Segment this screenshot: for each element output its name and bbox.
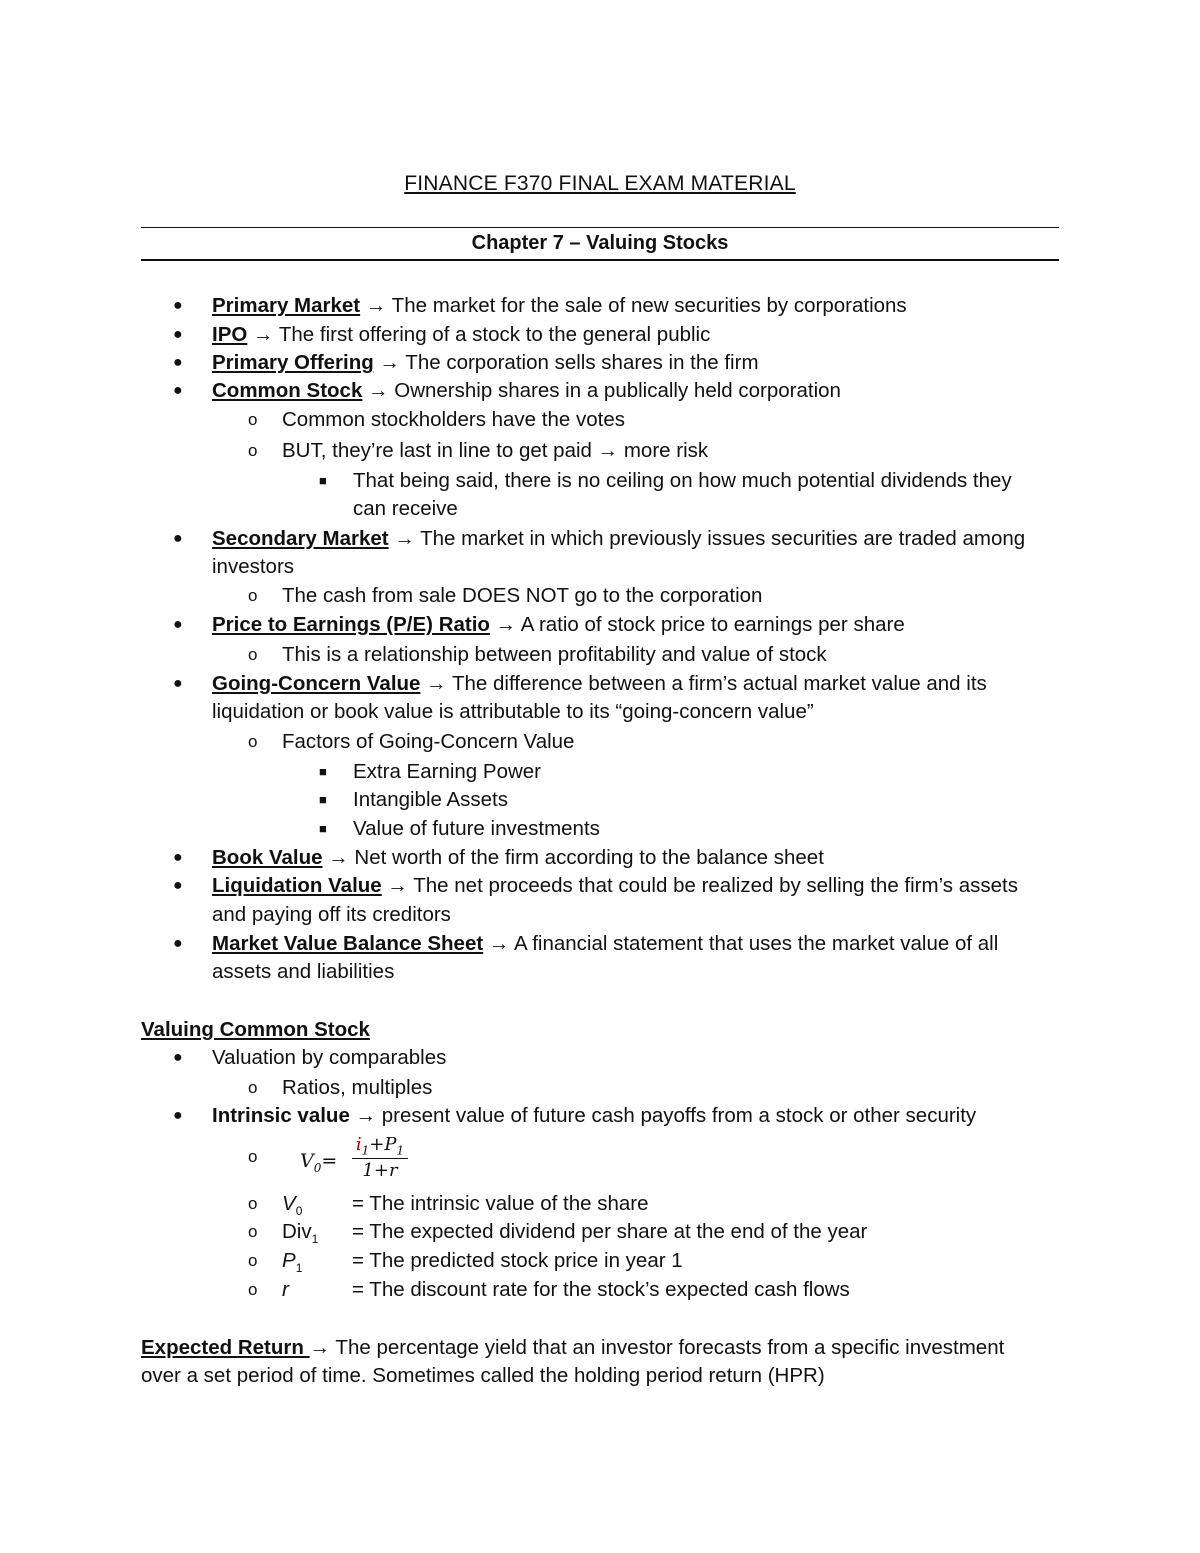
definition-going-concern-value xyxy=(212,670,987,698)
sub-item xyxy=(282,437,708,465)
term: Expected Return xyxy=(141,1336,310,1359)
subscript: 1 xyxy=(311,1232,319,1247)
arrow-icon: → xyxy=(379,351,400,374)
symbol: V xyxy=(282,1192,296,1215)
square-bullet-icon: ■ xyxy=(319,764,327,779)
definition-liquidation-value xyxy=(212,872,1018,900)
sub-bullet-icon: o xyxy=(248,1078,258,1097)
bullet-icon: ● xyxy=(173,297,183,314)
bullet-icon: ● xyxy=(173,530,183,547)
arrow-icon: → xyxy=(488,932,510,955)
sub-item-text: more risk xyxy=(618,439,709,462)
arrow-icon: → xyxy=(368,379,389,402)
formula-lhs xyxy=(300,1150,337,1175)
term: Going-Concern Value xyxy=(212,672,421,695)
definition-continued: investors xyxy=(212,555,295,578)
definition-text: The market in which previously issues securities are traded among xyxy=(414,527,1026,550)
sub-item: Factors of Going-Concern Value xyxy=(282,730,575,753)
definition-continued: over a set period of time. Sometimes called the holding period return (HPR) xyxy=(141,1364,825,1387)
definition-continued: assets and liabilities xyxy=(212,960,395,983)
sub-item: Common stockholders have the votes xyxy=(282,408,625,431)
definition-text: The net proceeds that could be realized by selling the firm’s assets xyxy=(407,874,1018,897)
sub-bullet-icon: o xyxy=(248,732,258,751)
definition-ipo xyxy=(212,321,710,349)
arrow-icon: → xyxy=(328,846,349,869)
arrow-icon: → xyxy=(394,527,415,550)
bullet-icon: ● xyxy=(173,877,183,894)
bullet-icon: ● xyxy=(173,354,183,371)
formula-subscript: 1 xyxy=(361,1143,370,1158)
sub-bullet-icon: o xyxy=(248,645,258,664)
title-rule-bottom xyxy=(141,259,1059,261)
formula-denominator: 1+r xyxy=(352,1158,408,1181)
sub-bullet-icon: o xyxy=(248,410,258,429)
sub-sub-item: Value of future investments xyxy=(353,817,600,840)
definition-continued: and paying off its creditors xyxy=(212,903,451,926)
definition-expected-return xyxy=(141,1334,1004,1362)
definition-text: A ratio of stock price to earnings per share xyxy=(516,613,905,636)
arrow-icon: → xyxy=(253,323,274,346)
formula-subscript: 1 xyxy=(396,1143,405,1158)
sub-item-text: BUT, they’re last in line to get paid xyxy=(282,439,598,462)
definition-common-stock xyxy=(212,377,841,405)
variable-description: = The predicted stock price in year 1 xyxy=(352,1249,683,1272)
bullet-icon: ● xyxy=(173,935,183,952)
definition-text: The corporation sells shares in the firm xyxy=(399,351,759,374)
arrow-icon: → xyxy=(597,439,619,462)
symbol: Div xyxy=(282,1220,312,1243)
sub-bullet-icon: o xyxy=(248,1251,258,1270)
term: Common Stock xyxy=(212,379,363,402)
title-rule-top xyxy=(141,227,1059,228)
definition-pe-ratio xyxy=(212,611,905,639)
sub-sub-item: That being said, there is no ceiling on how much potential dividends they xyxy=(353,469,1012,492)
bullet-icon: ● xyxy=(173,675,183,692)
arrow-icon: → xyxy=(355,1104,377,1127)
term: Price to Earnings (P/E) Ratio xyxy=(212,613,490,636)
sub-bullet-icon: o xyxy=(248,1222,258,1241)
term: Primary Offering xyxy=(212,351,374,374)
arrow-icon: → xyxy=(309,1336,331,1359)
variable-description: = The discount rate for the stock’s expected cash flows xyxy=(352,1278,850,1301)
formula-fraction xyxy=(352,1134,408,1181)
arrow-icon: → xyxy=(426,672,447,695)
term: Book Value xyxy=(212,846,323,869)
formula-symbol: +P xyxy=(369,1134,397,1155)
arrow-icon: → xyxy=(387,874,408,897)
sub-bullet-icon: o xyxy=(248,1194,258,1213)
definition-text: present value of future cash payoffs from a stock or other security xyxy=(376,1104,977,1127)
definition-continued: liquidation or book value is attributable to its “going-concern value” xyxy=(212,700,814,723)
bullet-icon: ● xyxy=(173,382,183,399)
term: Intrinsic value xyxy=(212,1104,350,1127)
sub-item: The cash from sale DOES NOT go to the corporation xyxy=(282,584,763,607)
term: Secondary Market xyxy=(212,527,389,550)
variable-description: = The expected dividend per share at the end of the year xyxy=(352,1220,868,1243)
list-item: Valuation by comparables xyxy=(212,1046,447,1069)
symbol: r xyxy=(282,1278,289,1301)
chapter-heading: Chapter 7 – Valuing Stocks xyxy=(471,232,729,254)
definition-text: The first offering of a stock to the general public xyxy=(273,323,711,346)
variable-definition xyxy=(282,1276,850,1304)
definition-text: A financial statement that uses the market value of all xyxy=(509,932,999,955)
bullet-icon: ● xyxy=(173,1049,183,1066)
variable-description: = The intrinsic value of the share xyxy=(352,1192,649,1215)
definition-primary-market xyxy=(212,292,907,320)
sub-bullet-icon: o xyxy=(248,1147,258,1166)
bullet-icon: ● xyxy=(173,849,183,866)
square-bullet-icon: ■ xyxy=(319,792,327,807)
subscript: 0 xyxy=(295,1204,303,1219)
definition-text: Net worth of the firm according to the balance sheet xyxy=(348,846,824,869)
definition-text: Ownership shares in a publically held corporation xyxy=(388,379,841,402)
definition-text: The percentage yield that an investor forecasts from a specific investment xyxy=(330,1336,1005,1359)
term: Primary Market xyxy=(212,294,361,317)
definition-text: The market for the sale of new securities by corporations xyxy=(386,294,907,317)
variable-symbol xyxy=(282,1276,352,1304)
bullet-icon: ● xyxy=(173,616,183,633)
sub-bullet-icon: o xyxy=(248,586,258,605)
list-item-intrinsic-value xyxy=(212,1102,976,1130)
sub-item: Ratios, multiples xyxy=(282,1076,433,1099)
term: Liquidation Value xyxy=(212,874,382,897)
subscript: 1 xyxy=(295,1261,303,1276)
square-bullet-icon: ■ xyxy=(319,473,327,488)
definition-text: The difference between a firm’s actual market value and its xyxy=(446,672,987,695)
arrow-icon: → xyxy=(495,613,517,636)
symbol: P xyxy=(282,1249,296,1272)
bullet-icon: ● xyxy=(173,326,183,343)
definition-secondary-market xyxy=(212,525,1025,553)
sub-sub-item-continued: can receive xyxy=(353,497,458,520)
term: Market Value Balance Sheet xyxy=(212,932,484,955)
formula-symbol: i xyxy=(355,1134,362,1155)
sub-sub-item: Intangible Assets xyxy=(353,788,508,811)
formula-equals: = xyxy=(321,1150,338,1172)
bullet-icon: ● xyxy=(173,1107,183,1124)
term: IPO xyxy=(212,323,248,346)
formula-subscript: 0 xyxy=(313,1160,322,1175)
sub-sub-item: Extra Earning Power xyxy=(353,760,542,783)
sub-bullet-icon: o xyxy=(248,1280,258,1299)
arrow-icon: → xyxy=(365,294,387,317)
formula-symbol: V xyxy=(300,1150,314,1172)
section-heading-valuing-common-stock: Valuing Common Stock xyxy=(141,1018,370,1041)
definition-market-value-balance-sheet xyxy=(212,930,998,958)
definition-primary-offering xyxy=(212,349,759,377)
sub-item: This is a relationship between profitability and value of stock xyxy=(282,643,827,666)
definition-book-value xyxy=(212,844,824,872)
document-title: FINANCE F370 FINAL EXAM MATERIAL xyxy=(404,172,796,195)
formula-numerator xyxy=(352,1134,408,1158)
square-bullet-icon: ■ xyxy=(319,821,327,836)
sub-bullet-icon: o xyxy=(248,441,258,460)
